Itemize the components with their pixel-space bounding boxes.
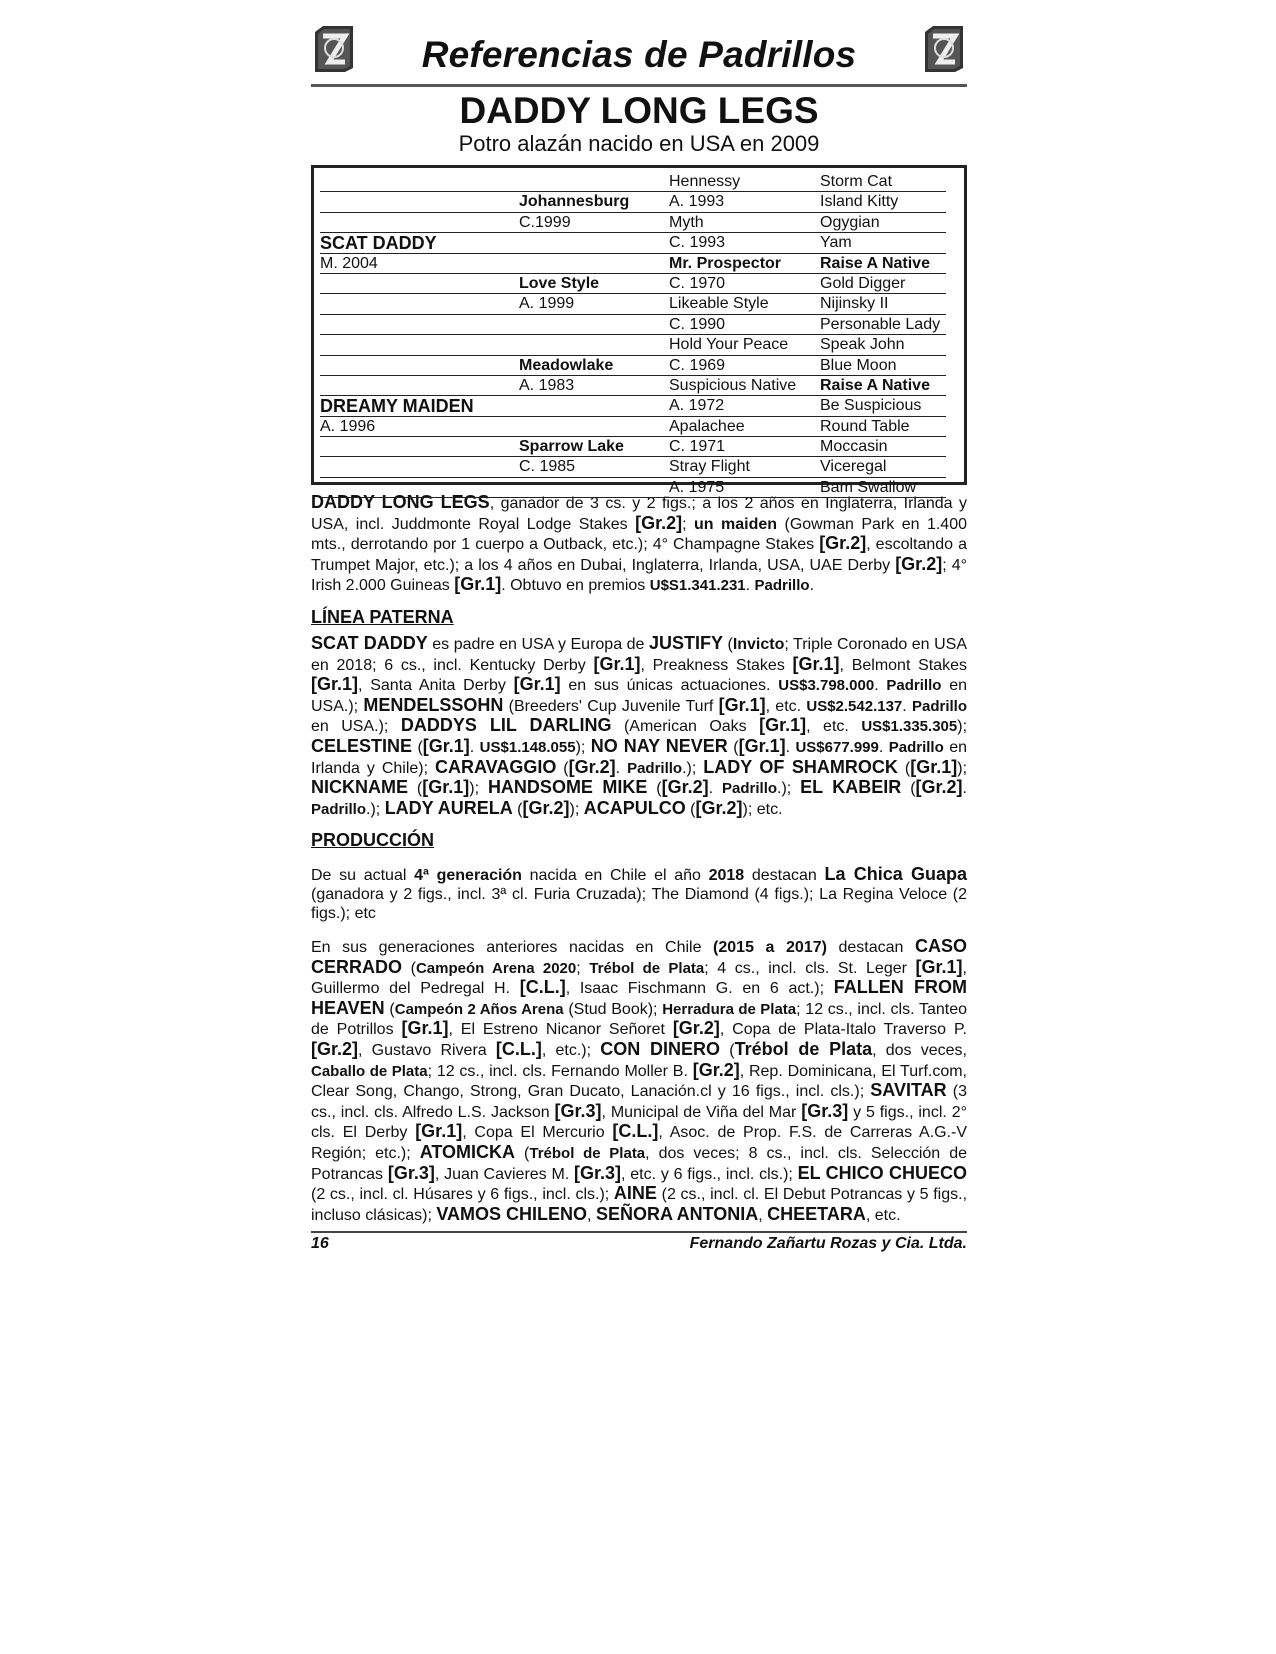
pedigree-rows [320,172,946,498]
pedigree-row [320,417,946,437]
logo-icon [921,24,967,74]
page-number: 16 [311,1235,329,1253]
produccion-text-2: En sus generaciones anteriores nacidas en Chile (2015 a 2017) destacan CASO CERRADO (Campeón Arena 2020; Trébol de Plata; 4 cs., incl. cls. St. Leger [Gr.1], Guillermo del Pedregal H. [C.L.], Isaac Fischmann G. en 6 act.); FALLEN FROM HEAVEN (Campeón 2 Años Arena (Stud Book); Herradura de Plata; 12 cs., incl. cls. Tanteo de Potrillos [Gr.1], El Estreno Nicanor Señoret [Gr.2], Copa de Plata-Italo Traverso P. [Gr.2], Gustavo Rivera [C.L.], etc.); CON DINERO (Trébol de Plata, dos veces, Caballo de Plata; 12 cs., incl. cls. Fernando Moller B. [Gr.2], Rep. Dominicana, El Turf.com, Clear Song, Chango, Strong, Gran Ducato, Lanación.cl y 16 figs., incl. cls.); SAVITAR (3 cs., incl. cls. Alfredo L.S. Jackson [Gr.3], Municipal de Viña del Mar [Gr.3] y 5 figs., incl. 2° cls. El Derby [Gr.1], Copa El Mercurio [C.L.], Asoc. de Prop. F.S. de Carreras A.G.-V Región; etc.); ATOMICKA (Trébol de Plata, dos veces; 8 cs., incl. cls. Selección de Potrancas [Gr.3], Juan Cavieres M. [Gr.3], etc. y 6 figs., incl. cls.); EL CHICO CHUECO (2 cs., incl. cl. Húsares y 6 figs., incl. cls.); AINE (2 cs., incl. cl. El Debut Potrancas y 5 figs., incluso clásicas); VAMOS CHILENO, SEÑORA ANTONIA, CHEETARA, etc. [311,936,968,1224]
pedigree-cell: Love Style [519,274,600,292]
pedigree-row [320,294,946,314]
pedigree-cell: A. 1996 [320,417,376,435]
pedigree-row [320,356,946,376]
header-divider [311,84,967,87]
linea-paterna-text: SCAT DADDY es padre en USA y Europa de JUSTIFY (Invicto; Triple Coronado en USA en 2018; 6 cs., incl. Kentucky Derby [Gr.1], Preakness Stakes [Gr.1], Belmont Stakes [Gr.1], Santa Anita Derby [Gr.1] en sus únicas actuaciones. US$3.798.000. Padrillo en USA.); MENDELSSOHN (Breeders' Cup Juvenile Turf [Gr.1], etc. US$2.542.137. Padrillo en USA.); DADDYS LIL DARLING (American Oaks [Gr.1], etc. US$1.335.305); CELESTINE ([Gr.1]. US$1.148.055); NO NAY NEVER ([Gr.1]. US$677.999. Padrillo en Irlanda y Chile); CARAVAGGIO ([Gr.2]. Padrillo.); LADY OF SHAMROCK ([Gr.1]); NICKNAME ([Gr.1]); HANDSOME MIKE ([Gr.2]. Padrillo.); EL KABEIR ([Gr.2]. Padrillo.); LADY AURELA ([Gr.2]); ACAPULCO ([Gr.2]); etc. [311,632,968,818]
horse-name: DADDY LONG LEGS [459,90,819,131]
pedigree-row [320,396,946,416]
horse-description: DADDY LONG LEGS, ganador de 3 cs. y 2 figs.; a los 2 años en Inglaterra, Irlanda y USA, incl. Juddmonte Royal Lodge Stakes [Gr.2]; un maiden (Gowman Park en 1.400 mts., derrotando por 1 cuerpo a Outback, etc.); 4° Champagne Stakes [Gr.2], escoltando a Trumpet Major, etc.); a los 4 años en Dubai, Inglaterra, Irlanda, USA, UAE Derby [Gr.2]; 4° Irish 2.000 Guineas [Gr.1]. Obtuvo en premios U$S1.341.231. Padrillo. [311,492,968,595]
pedigree-cell: Myth [669,213,704,231]
pedigree-cell: A. 1993 [669,193,725,211]
pedigree-cell: Round Table [820,417,910,435]
pedigree-row [320,192,946,212]
pedigree-cell: Raise A Native [820,254,930,272]
pedigree-cell: C. 1970 [669,274,726,292]
page-header [311,20,967,82]
pedigree-cell: Moccasin [820,438,888,456]
pedigree-row [320,254,946,274]
pedigree-cell: Meadowlake [519,356,614,374]
pedigree-cell: DREAMY MAIDEN [320,396,474,417]
pedigree-cell: Storm Cat [820,173,893,190]
pedigree-cell: A. 1999 [519,295,575,313]
pedigree-cell: Likeable Style [669,295,769,313]
pedigree-row [320,233,946,253]
pedigree-cell: Be Suspicious [820,397,922,415]
pedigree-cell: Hold Your Peace [669,336,789,354]
pedigree-cell: Nijinsky II [820,295,889,313]
pedigree-cell: Personable Lady [820,315,941,333]
pedigree-cell: SCAT DADDY [320,233,437,254]
pedigree-cell: Speak John [820,336,905,354]
pedigree-row [320,437,946,457]
pedigree-row [320,213,946,233]
pedigree-table [311,165,967,496]
produccion-text-1: De su actual 4ª generación nacida en Chile el año 2018 destacan La Chica Guapa (ganadora y 2 figs., incl. 3ª cl. Furia Cruzada); The Diamond (4 figs.); La Regina Veloce (2 figs.); etc [311,864,967,922]
pedigree-cell: Bam Swallow [820,478,917,496]
pedigree-cell: Gold Digger [820,274,906,292]
pedigree-cell: Island Kitty [820,193,899,211]
header-title: Referencias de Padrillos [421,34,857,75]
pedigree-cell: C.1999 [519,213,571,231]
pedigree-row [320,315,946,335]
pedigree-row [320,478,946,498]
pedigree-cell: Ogygian [820,213,880,231]
page [311,20,967,1255]
pedigree-row [320,172,946,192]
pedigree-cell: Hennessy [669,173,741,190]
pedigree-cell: C. 1993 [669,234,726,252]
section-title-linea-paterna: LÍNEA PATERNA [311,606,454,627]
pedigree-cell: Apalachee [669,417,745,435]
pedigree-cell: Mr. Prospector [669,254,782,272]
pedigree-cell: C. 1969 [669,356,726,374]
pedigree-cell: Viceregal [820,458,887,476]
pedigree-cell: A. 1983 [519,376,575,394]
pedigree-cell: C. 1971 [669,438,726,456]
pedigree-row [320,457,946,477]
horse-subtitle: Potro alazán nacido en USA en 2009 [458,131,820,156]
pedigree-cell: A. 1972 [669,397,725,415]
pedigree-row [320,376,946,396]
pedigree-cell: Sparrow Lake [519,438,624,456]
pedigree-cell: C. 1990 [669,315,726,333]
pedigree-cell: Yam [820,234,852,252]
pedigree-cell: Blue Moon [820,356,897,374]
pedigree-cell: Suspicious Native [669,376,797,394]
page-footer [311,1233,967,1255]
pedigree-cell: A. 1975 [669,478,725,496]
footer-company: Fernando Zañartu Rozas y Cia. Ltda. [689,1235,967,1253]
pedigree-cell: Stray Flight [669,458,750,476]
section-title-produccion: PRODUCCIÓN [311,830,435,851]
pedigree-cell: Johannesburg [519,193,630,211]
pedigree-row [320,335,946,355]
pedigree-cell: C. 1985 [519,458,576,476]
pedigree-cell: M. 2004 [320,254,378,272]
pedigree-cell: Raise A Native [820,376,930,394]
pedigree-row [320,274,946,294]
